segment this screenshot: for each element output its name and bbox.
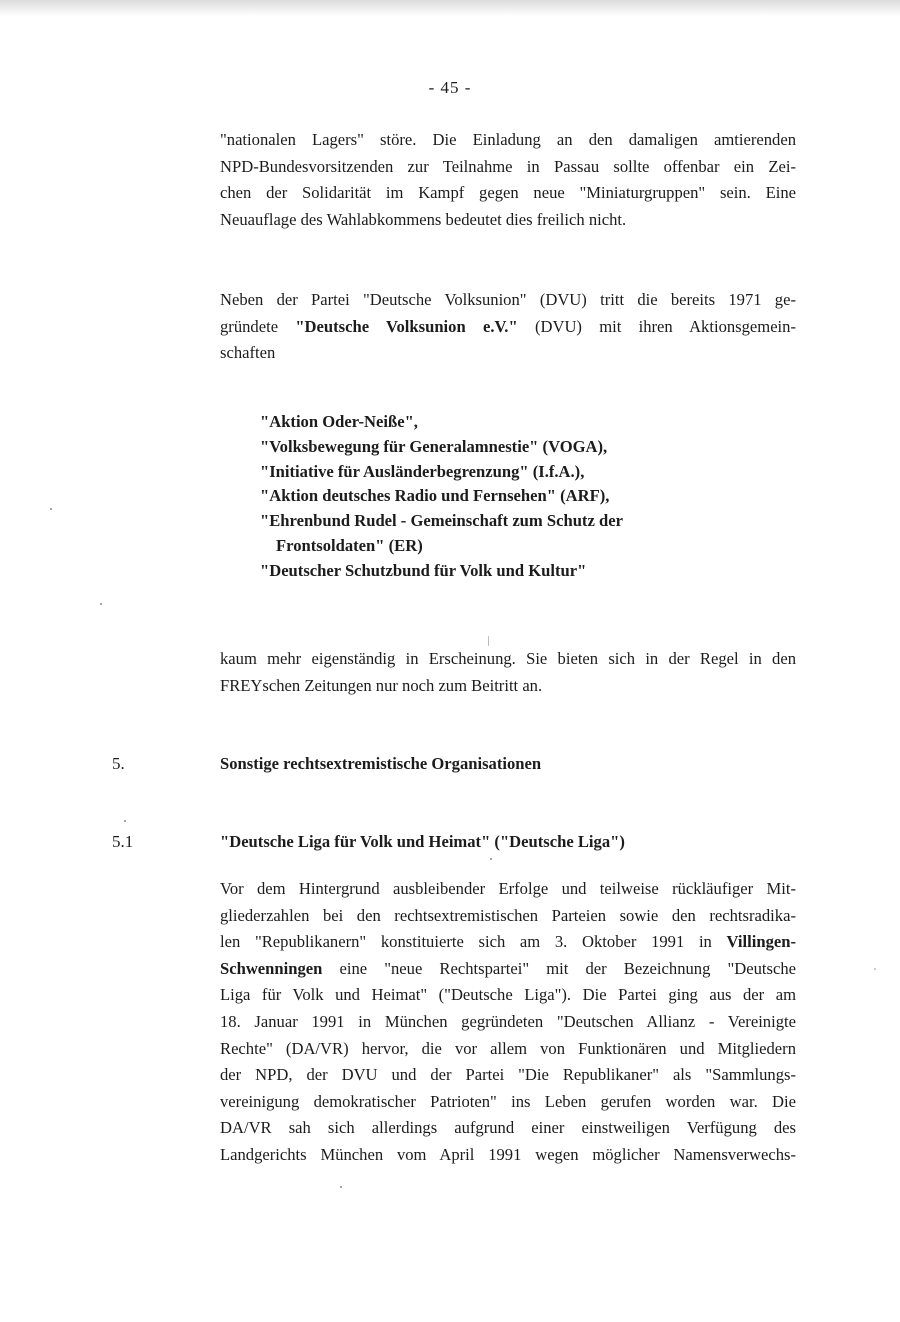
paragraph-2-line xyxy=(220,314,796,341)
dvu-ev-name: "Deutsche Volksunion e.V." xyxy=(295,316,518,336)
list-item: "Initiative für Ausländerbegrenzung" (I.f.A.), xyxy=(260,461,585,481)
paragraph-4-line: der NPD, der DVU und der Partei "Die Republikaner" als "Sammlungs- xyxy=(220,1065,796,1085)
paragraph-4-text: eine "neue Rechtspartei" mit der Bezeichnung "Deutsche xyxy=(322,958,796,978)
paragraph-4-line: Liga für Volk und Heimat" ("Deutsche Liga"). Die Partei ging aus der am xyxy=(220,985,796,1005)
list-item: "Aktion deutsches Radio und Fernsehen" (ARF), xyxy=(260,486,610,506)
paragraph-4-line xyxy=(220,956,796,983)
scan-speck xyxy=(124,820,126,822)
paragraph-4-line: Rechte" (DA/VR) hervor, die vor allem von Funktionären und Mitgliedern xyxy=(220,1038,796,1058)
paragraph-1-line: NPD-Bundesvorsitzenden zur Teilnahme in Passau sollte offenbar ein Zei- xyxy=(220,156,796,176)
paragraph-1-line: chen der Solidarität im Kampf gegen neue "Miniaturgruppen" sein. Eine xyxy=(220,183,796,203)
section-heading: "Deutsche Liga für Volk und Heimat" ("Deutsche Liga") xyxy=(220,832,625,851)
paragraph-1-line: "nationalen Lagers" störe. Die Einladung an den damaligen amtierenden xyxy=(220,130,796,149)
paragraph-4 xyxy=(220,876,796,1169)
section-number: 5. xyxy=(112,754,125,773)
paragraph-4-line: Vor dem Hintergrund ausbleibender Erfolge und teilweise rückläufiger Mit- xyxy=(220,879,796,898)
scan-speck xyxy=(488,636,489,646)
paragraph-3-line: FREYschen Zeitungen nur noch zum Beitritt an. xyxy=(220,675,543,695)
list-item: "Deutscher Schutzbund für Volk und Kultur" xyxy=(260,560,587,580)
paragraph-2-line: Neben der Partei "Deutsche Volksunion" (DVU) tritt die bereits 1971 ge- xyxy=(220,290,796,309)
organisation-list xyxy=(260,410,623,584)
paragraph-2 xyxy=(220,287,796,367)
place-name: Schwenningen xyxy=(220,958,323,978)
list-item: "Ehrenbund Rudel - Gemeinschaft zum Schutz der xyxy=(260,511,623,531)
scan-speck xyxy=(874,968,876,970)
paragraph-4-line xyxy=(220,929,796,956)
paragraph-1 xyxy=(220,127,796,233)
scan-speck xyxy=(50,508,52,510)
list-item: Frontsoldaten" (ER) xyxy=(276,535,423,555)
paragraph-3-line: kaum mehr eigenständig in Erscheinung. Sie bieten sich in der Regel in den xyxy=(220,649,796,668)
paragraph-4-line: gliederzahlen bei den rechtsextremistischen Parteien sowie den rechtsradika- xyxy=(220,905,796,925)
paragraph-4-text: len "Republikanern" konstituierte sich am 3. Oktober 1991 in xyxy=(220,932,727,952)
paragraph-2-line: schaften xyxy=(220,343,276,363)
paragraph-2-text: gründete xyxy=(220,316,296,336)
page-number: - 45 - xyxy=(428,78,472,97)
list-item: "Aktion Oder-Neiße", xyxy=(260,412,418,431)
paragraph-1-line: Neuauflage des Wahlabkommens bedeutet dies freilich nicht. xyxy=(220,209,627,229)
paragraph-4-line: DA/VR sah sich allerdings aufgrund einer einstweiligen Verfügung des xyxy=(220,1118,796,1138)
scan-speck xyxy=(100,603,102,605)
list-item: "Volksbewegung für Generalamnestie" (VOGA), xyxy=(260,436,608,456)
scan-edge-shadow xyxy=(0,0,900,16)
paragraph-4-line: 18. Januar 1991 in München gegründeten "Deutschen Allianz - Vereinigte xyxy=(220,1011,796,1031)
paragraph-3 xyxy=(220,646,796,699)
section-number: 5.1 xyxy=(112,832,134,851)
place-name: Villingen- xyxy=(726,932,796,952)
scan-speck xyxy=(490,858,492,860)
section-heading: Sonstige rechtsextremistische Organisationen xyxy=(220,754,542,773)
paragraph-4-line: vereinigung demokratischer Patrioten" ins Leben gerufen worden war. Die xyxy=(220,1091,796,1111)
paragraph-2-text: (DVU) mit ihren Aktionsgemein- xyxy=(517,316,796,336)
scan-speck xyxy=(340,1186,342,1188)
paragraph-4-line: Landgerichts München vom April 1991 wegen möglicher Namensverwechs- xyxy=(220,1144,796,1164)
